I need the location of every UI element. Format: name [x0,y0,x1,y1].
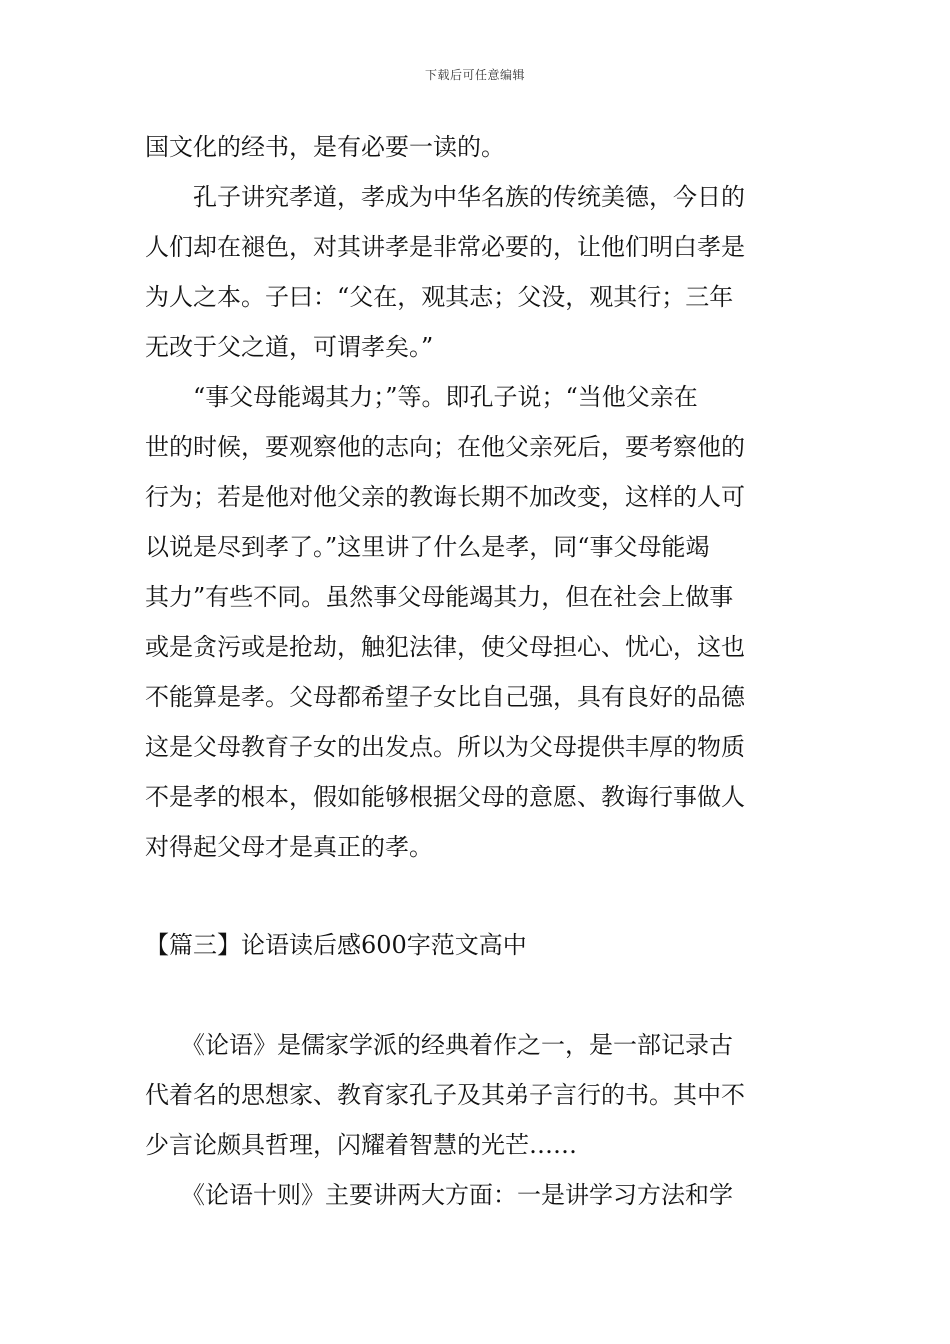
text-line: 以说是尽到孝了。”这里讲了什么是孝，同“事父母能竭 [145,533,710,561]
text-line: 对得起父母才是真正的孝。 [145,833,433,861]
text-line: 孔子讲究孝道，孝成为中华名族的传统美德，今日的 [145,183,745,211]
section-heading: 【篇三】论语读后感600字范文高中 [145,931,527,959]
text-line: 或是贪污或是抢劫，触犯法律，使父母担心、忧心，这也 [145,633,745,661]
text-line: 无改于父之道，可谓孝矣。” [145,333,434,361]
text-line: 《论语》是儒家学派的经典着作之一，是一部记录古 [145,1031,733,1059]
page-header: 下载后可任意编辑 [424,68,525,82]
text-line: 不能算是孝。父母都希望子女比自己强，具有良好的品德 [145,683,745,711]
text-line: 国文化的经书，是有必要一读的。 [145,133,505,161]
text-line: 行为；若是他对他父亲的教诲长期不加改变，这样的人可 [145,483,745,511]
text-line: 为人之本。子曰：“父在，观其志；父没，观其行；三年 [145,283,734,311]
text-line: 《论语十则》主要讲两大方面：一是讲学习方法和学 [145,1181,733,1209]
text-line: 其力”有些不同。虽然事父母能竭其力，但在社会上做事 [145,583,734,611]
text-line: 这是父母教育子女的出发点。所以为父母提供丰厚的物质 [145,733,745,761]
text-line: 世的时候，要观察他的志向；在他父亲死后，要考察他的 [145,433,745,461]
text-line: “事父母能竭其力；”等。即孔子说；“当他父亲在 [145,383,698,411]
text-line: 少言论颇具哲理，闪耀着智慧的光芒…… [145,1131,577,1159]
text-line: 代着名的思想家、教育家孔子及其弟子言行的书。其中不 [145,1081,745,1109]
text-line: 不是孝的根本，假如能够根据父母的意愿、教诲行事做人 [145,783,745,811]
text-line: 人们却在褪色，对其讲孝是非常必要的，让他们明白孝是 [145,233,745,261]
